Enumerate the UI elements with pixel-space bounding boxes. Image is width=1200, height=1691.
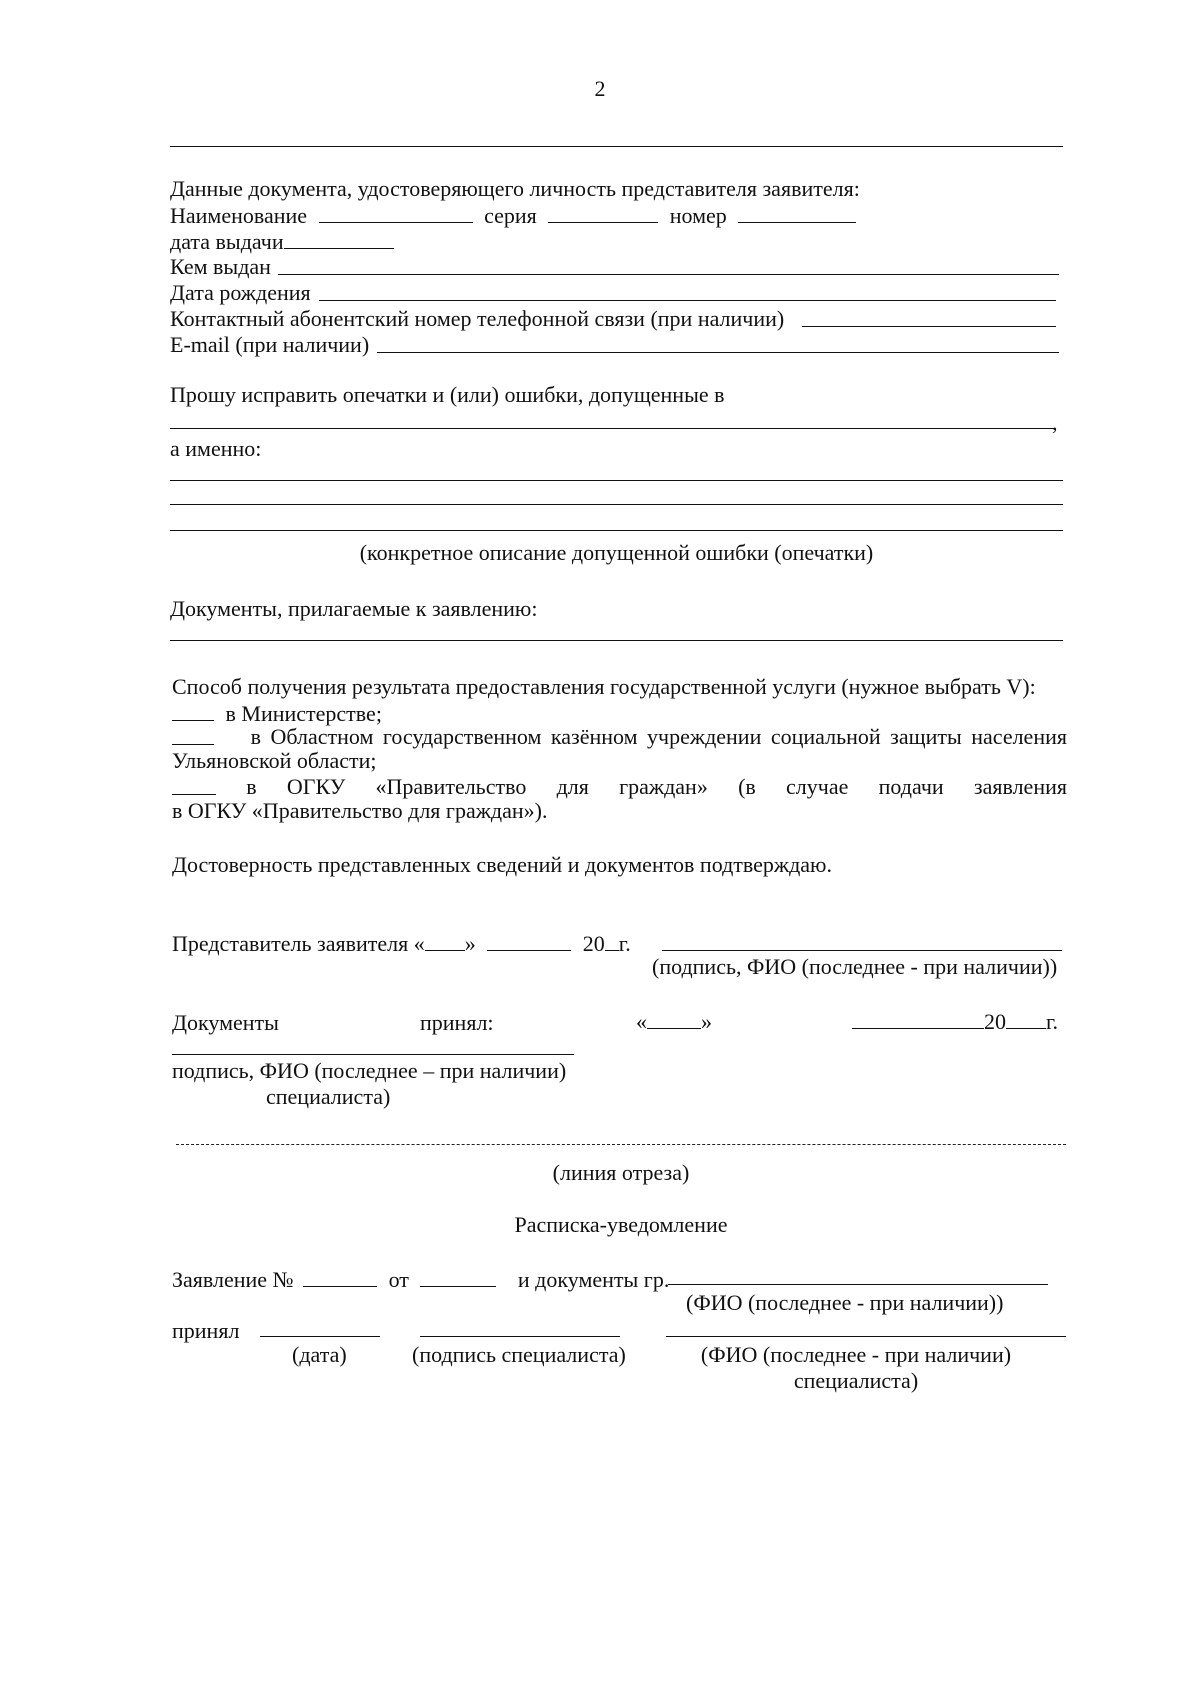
rep-year-prefix: 20 <box>582 931 605 956</box>
receipt-application-row <box>172 1266 669 1293</box>
issue-date-label: дата выдачи <box>170 229 284 254</box>
gov-word-9: заявления <box>973 774 1067 799</box>
rep-doc-issue-date-row <box>170 228 394 255</box>
namely-line-2[interactable] <box>170 504 1063 505</box>
rep-quote-close: » <box>464 931 476 956</box>
attachments-label: Документы, прилагаемые к заявлению: <box>170 596 538 621</box>
name-label: Наименование <box>170 203 308 228</box>
application-label: Заявление № <box>172 1267 294 1292</box>
application-date-field[interactable] <box>420 1266 496 1287</box>
accepted-year-field[interactable] <box>1006 1008 1046 1029</box>
gov-word-3: «Правительство <box>375 774 527 799</box>
accepted-word: принял: <box>420 1010 494 1035</box>
number-field[interactable] <box>738 202 856 223</box>
gov-word-5: граждан» <box>619 774 708 799</box>
rep-year-field[interactable] <box>605 930 619 951</box>
option-government-checkbox[interactable] <box>172 774 216 795</box>
option-ogku-social-checkbox[interactable] <box>172 724 214 745</box>
rep-year-suffix: г. <box>618 931 631 956</box>
accepted-caption-line1: подпись, ФИО (последнее – при наличии) <box>172 1058 567 1083</box>
description-caption: (конкретное описание допущенной ошибки (опечатки) <box>359 540 874 565</box>
rep-month-field[interactable] <box>487 930 571 951</box>
email-label: E-mail (при наличии) <box>170 332 370 357</box>
receipt-date-field[interactable] <box>260 1336 380 1337</box>
accepted-year-row <box>852 1008 1058 1035</box>
cut-line-caption: (линия отреза) <box>552 1160 690 1185</box>
name-field[interactable] <box>319 202 473 223</box>
option-ministry-label: в Министерстве; <box>225 701 382 726</box>
gov-word-2: ОГКУ <box>286 774 346 799</box>
number-label: номер <box>669 203 727 228</box>
option-ministry-checkbox[interactable] <box>172 700 214 721</box>
correction-document-field[interactable] <box>170 428 1054 429</box>
option-government-line2: в ОГКУ «Правительство для граждан»). <box>172 798 548 823</box>
email-field[interactable] <box>377 352 1059 353</box>
namely-label: а именно: <box>170 436 262 461</box>
accepted-documents-word: Документы <box>172 1010 279 1035</box>
receipt-signature-caption: (подпись специалиста) <box>412 1342 626 1367</box>
gov-word-7: случае <box>786 774 849 799</box>
representative-signature-row <box>172 930 631 957</box>
accepted-signature-field[interactable] <box>172 1054 574 1055</box>
rep-doc-name-row <box>170 202 856 229</box>
gov-word-8: подачи <box>878 774 944 799</box>
page-number: 2 <box>594 76 606 101</box>
applicant-fio-field[interactable] <box>668 1284 1048 1285</box>
attachments-field[interactable] <box>170 640 1063 641</box>
correction-request-text: Прошу исправить опечатки и (или) ошибки, допущенные в <box>170 382 725 407</box>
gov-word-1: в <box>246 774 257 799</box>
phone-label: Контактный абонентский номер телефонной связи (при наличии) <box>170 306 785 331</box>
representative-signature-field[interactable] <box>662 950 1062 951</box>
issued-by-label: Кем выдан <box>170 254 271 279</box>
issued-by-field[interactable] <box>278 274 1059 275</box>
receipt-specialist-caption-line1: (ФИО (последнее - при наличии) <box>700 1342 1012 1367</box>
issue-date-field[interactable] <box>284 228 394 249</box>
phone-field[interactable] <box>802 326 1056 327</box>
namely-line-3[interactable] <box>170 530 1063 531</box>
accepted-date-row <box>636 1008 712 1035</box>
applicant-fio-caption: (ФИО (последнее - при наличии)) <box>686 1290 1004 1315</box>
correction-comma: , <box>1052 410 1058 435</box>
accepted-caption-line2: специалиста) <box>266 1084 391 1109</box>
receipt-title: Расписка-уведомление <box>514 1212 728 1237</box>
accepted-quote-open: « <box>636 1009 647 1034</box>
accepted-year-prefix: 20 <box>984 1009 1006 1034</box>
receipt-accepted-label: принял <box>172 1318 240 1343</box>
top-blank-line[interactable] <box>170 146 1063 147</box>
accepted-quote-close: » <box>701 1009 712 1034</box>
confirmation-text: Достоверность представленных сведений и документов подтверждаю. <box>172 852 832 877</box>
and-docs-label: и документы гр. <box>517 1267 670 1292</box>
from-label: от <box>388 1267 409 1292</box>
option-ministry-row <box>172 700 382 727</box>
receipt-date-caption: (дата) <box>292 1342 347 1367</box>
birth-date-label: Дата рождения <box>170 280 311 305</box>
receipt-specialist-fio-field[interactable] <box>666 1336 1066 1337</box>
series-field[interactable] <box>548 202 658 223</box>
representative-label: Представитель заявителя « <box>172 931 425 956</box>
option-ogku-social-row <box>172 724 1067 750</box>
gov-word-4: для <box>556 774 589 799</box>
series-label: серия <box>484 203 537 228</box>
rep-day-field[interactable] <box>425 930 465 951</box>
gov-word-6: (в <box>738 774 756 799</box>
receipt-signature-field[interactable] <box>420 1336 620 1337</box>
application-number-field[interactable] <box>303 1266 377 1287</box>
option-government-row <box>172 774 1067 800</box>
accepted-month-field[interactable] <box>852 1008 984 1029</box>
cut-line <box>176 1144 1066 1145</box>
representative-signature-caption: (подпись, ФИО (последнее - при наличии)) <box>652 954 1058 979</box>
accepted-year-suffix: г. <box>1046 1009 1059 1034</box>
namely-line-1[interactable] <box>170 480 1063 481</box>
birth-date-field[interactable] <box>319 300 1056 301</box>
rep-doc-heading: Данные документа, удостоверяющего личность представителя заявителя: <box>170 176 860 201</box>
receipt-specialist-caption-line2: специалиста) <box>793 1368 919 1393</box>
option-ogku-social-line2: Ульяновской области; <box>172 748 377 773</box>
option-ogku-social-label: в Областном государственном казённом учреждении социальной защиты населения <box>250 724 1067 749</box>
accepted-day-field[interactable] <box>647 1008 701 1029</box>
result-method-heading: Способ получения результата предоставления государственной услуги (нужное выбрать V): <box>172 674 1036 699</box>
